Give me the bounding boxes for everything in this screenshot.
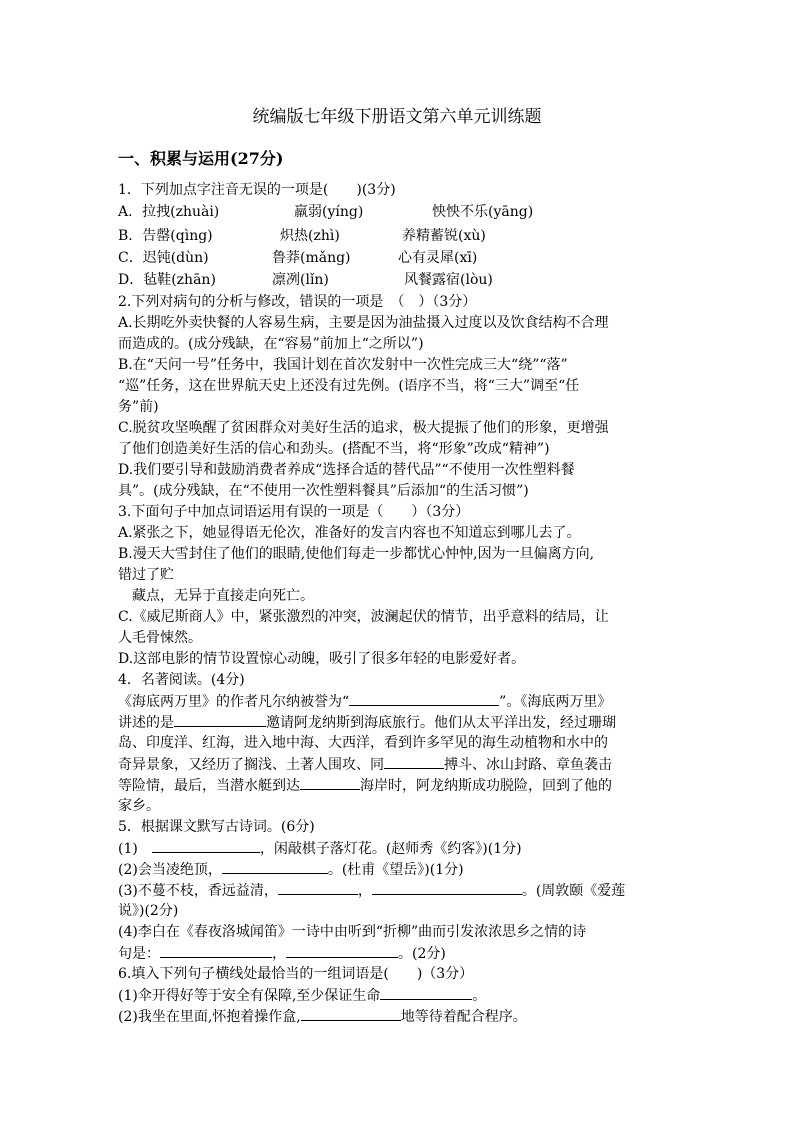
q3-line: C.《威尼斯商人》中，紧张激烈的冲突，波澜起伏的情节，出乎意料的结局，让 (118, 609, 609, 625)
q4-text: 等险情，最后，当潜水艇到达 (118, 778, 300, 794)
q6-item-1 (118, 985, 678, 1007)
q1-option-c-2: 鲁莽(mǎng) (272, 250, 351, 266)
q1-option-b-3: 养精蓄锐(xù) (402, 228, 486, 244)
q1-option-c-1: C．迟钝(dùn) (118, 250, 209, 266)
q1-option-b-2: 炽热(zhì) (280, 228, 340, 244)
q5-text: 。(2分) (398, 946, 446, 962)
q5-text: ， (357, 883, 372, 899)
q5-text: (2)会当凌绝顶， (118, 862, 222, 878)
q4-line-4 (118, 754, 678, 776)
answer-blank[interactable] (278, 880, 358, 895)
q1-option-a-1: A．拉拽(zhuài) (118, 204, 220, 220)
q4-line-1 (118, 691, 678, 713)
q5-item-3 (118, 880, 678, 902)
q4-text: ”。《海底两万里》 (499, 694, 612, 710)
answer-blank[interactable] (372, 880, 522, 895)
q2-line: 而造成的。(成分残缺，在“容易”前加上“之所以”) (118, 336, 424, 352)
q5-text: (3)不蔓不枝，香远益清， (118, 883, 278, 899)
q4-text: 海岸时，阿龙纳斯成功脱险，回到了他的 (360, 778, 612, 794)
q3-stem: 3.下面句子中加点词语运用有误的一项是（ ）（3分） (118, 504, 470, 520)
answer-blank[interactable] (174, 712, 266, 727)
q6-stem: 6.填入下列句子横线处最恰当的一组词语是( )（3分） (118, 966, 474, 982)
answer-blank[interactable] (384, 754, 444, 769)
q5-item-3-cont: 说》)(2分) (118, 903, 179, 919)
q4-line-6: 家乡。 (118, 798, 160, 814)
q5-stem: 5．根据课文默写古诗词。(6分) (118, 819, 315, 835)
section-heading: 一、积累与运用(27分) (118, 149, 284, 168)
q5-item-2 (118, 859, 678, 881)
q1-option-d-2: 凛冽(lǐn) (272, 272, 329, 288)
q5-text: ， (272, 946, 286, 962)
q4-text: 邀请阿龙纳斯到海底旅行。他们从太平洋出发，经过珊瑚 (266, 715, 616, 731)
q1-option-d-1: D．毡鞋(zhān) (118, 272, 216, 288)
q3-line: 错过了贮 (118, 567, 174, 583)
q6-text: (2)我坐在里面,怀抱着操作盒, (118, 1009, 301, 1025)
q2-line: 了他们创造美好生活的信心和劲头。(搭配不当，将“形象”改成“精神”) (118, 441, 550, 457)
q4-line-5 (118, 775, 678, 797)
answer-blank[interactable] (300, 775, 360, 790)
q5-item-1 (118, 838, 678, 860)
q1-option-a-2: 羸弱(yíng) (294, 204, 364, 220)
q2-line: B.在“天问一号”任务中，我国计划在首次发射中一次性完成三大“绕”“落” (118, 357, 568, 373)
answer-blank[interactable] (349, 691, 499, 706)
q1-option-b-1: B．告罄(qìng) (118, 228, 213, 244)
q1-option-c-3: 心有灵犀(xī) (398, 250, 478, 266)
q5-text: (1) (118, 841, 138, 857)
q3-line: 人毛骨悚然。 (118, 630, 202, 646)
answer-blank[interactable] (222, 859, 328, 874)
q4-text: 奇异景象，又经历了搁浅、土著人围攻、同 (118, 757, 384, 773)
q2-line: “巡”任务，这在世界航天史上还没有过先例。(语序不当，将“三大”调至“任 (118, 378, 580, 394)
q4-line-3: 岛、印度洋、红海，进入地中海、大西洋，看到许多罕见的海生动植物和水中的 (118, 735, 608, 751)
answer-blank[interactable] (301, 1006, 401, 1021)
q4-text: 《海底两万里》的作者凡尔纳被誉为“ (118, 694, 350, 710)
q6-item-2 (118, 1006, 678, 1028)
q3-line: D.这部电影的情节设置惊心动魄，吸引了很多年轻的电影爱好者。 (118, 651, 526, 667)
q3-line: A.紧张之下，她显得语无伦次，准备好的发言内容也不知道忘到哪儿去了。 (118, 525, 581, 541)
q1-stem: 1．下列加点字注音无误的一项是( )(3分) (118, 182, 396, 198)
q4-stem: 4．名著阅读。(4分) (118, 672, 245, 688)
q2-line: C.脱贫攻坚唤醒了贫困群众对美好生活的追求，极大提振了他们的形象，更增强 (118, 420, 609, 436)
q2-line: 务”前) (118, 399, 159, 415)
q3-line: B.漫天大雪封住了他们的眼睛,使他们每走一步都忧心忡忡,因为一旦偏离方向, (118, 546, 595, 562)
answer-blank[interactable] (380, 985, 472, 1000)
q4-line-2 (118, 712, 678, 734)
q6-text: 。 (472, 988, 487, 1004)
q5-text: ，闲敲棋子落灯花。(赵师秀《约客》)(1分) (259, 841, 522, 857)
q2-line: A.长期吃外卖快餐的人容易生病，主要是因为油盐摄入过度以及饮食结构不合理 (118, 315, 609, 331)
q6-text: (1)伞开得好等于安全有保障,至少保证生命 (118, 988, 381, 1004)
q5-text: 句是： (118, 946, 160, 962)
q6-text: 地等待着配合程序。 (400, 1009, 527, 1025)
q5-text: 。(周敦颐《爱莲 (521, 883, 626, 899)
q4-text: 讲述的是 (118, 715, 174, 731)
q5-item-4-cont (118, 943, 678, 965)
answer-blank[interactable] (152, 838, 260, 853)
answer-blank[interactable] (160, 943, 272, 958)
answer-blank[interactable] (286, 943, 398, 958)
q5-item-4: (4)李白在《春夜洛城闻笛》一诗中由听到“折柳”曲而引发浓浓思乡之情的诗 (118, 924, 587, 940)
q2-line: 具”。(成分残缺，在“不使用一次性塑料餐具”后添加“的生活习惯”) (118, 483, 529, 499)
q1-option-d-3: 风餐露宿(lòu) (404, 272, 493, 288)
q1-option-a-3: 怏怏不乐(yāng) (432, 204, 534, 220)
q4-text: 搏斗、冰山封路、章鱼袭击 (444, 757, 612, 773)
q3-line: 藏点，无异于直接走向死亡。 (132, 588, 314, 604)
q2-stem: 2.下列对病句的分析与修改，错误的一项是 （ ）（3分） (118, 294, 477, 310)
q5-text: 。(杜甫《望岳》)(1分) (327, 862, 464, 878)
q2-line: D.我们要引导和鼓励消费者养成“选择合适的替代品”“不使用一次性塑料餐 (118, 462, 575, 478)
page-title: 统编版七年级下册语文第六单元训练题 (252, 107, 542, 127)
